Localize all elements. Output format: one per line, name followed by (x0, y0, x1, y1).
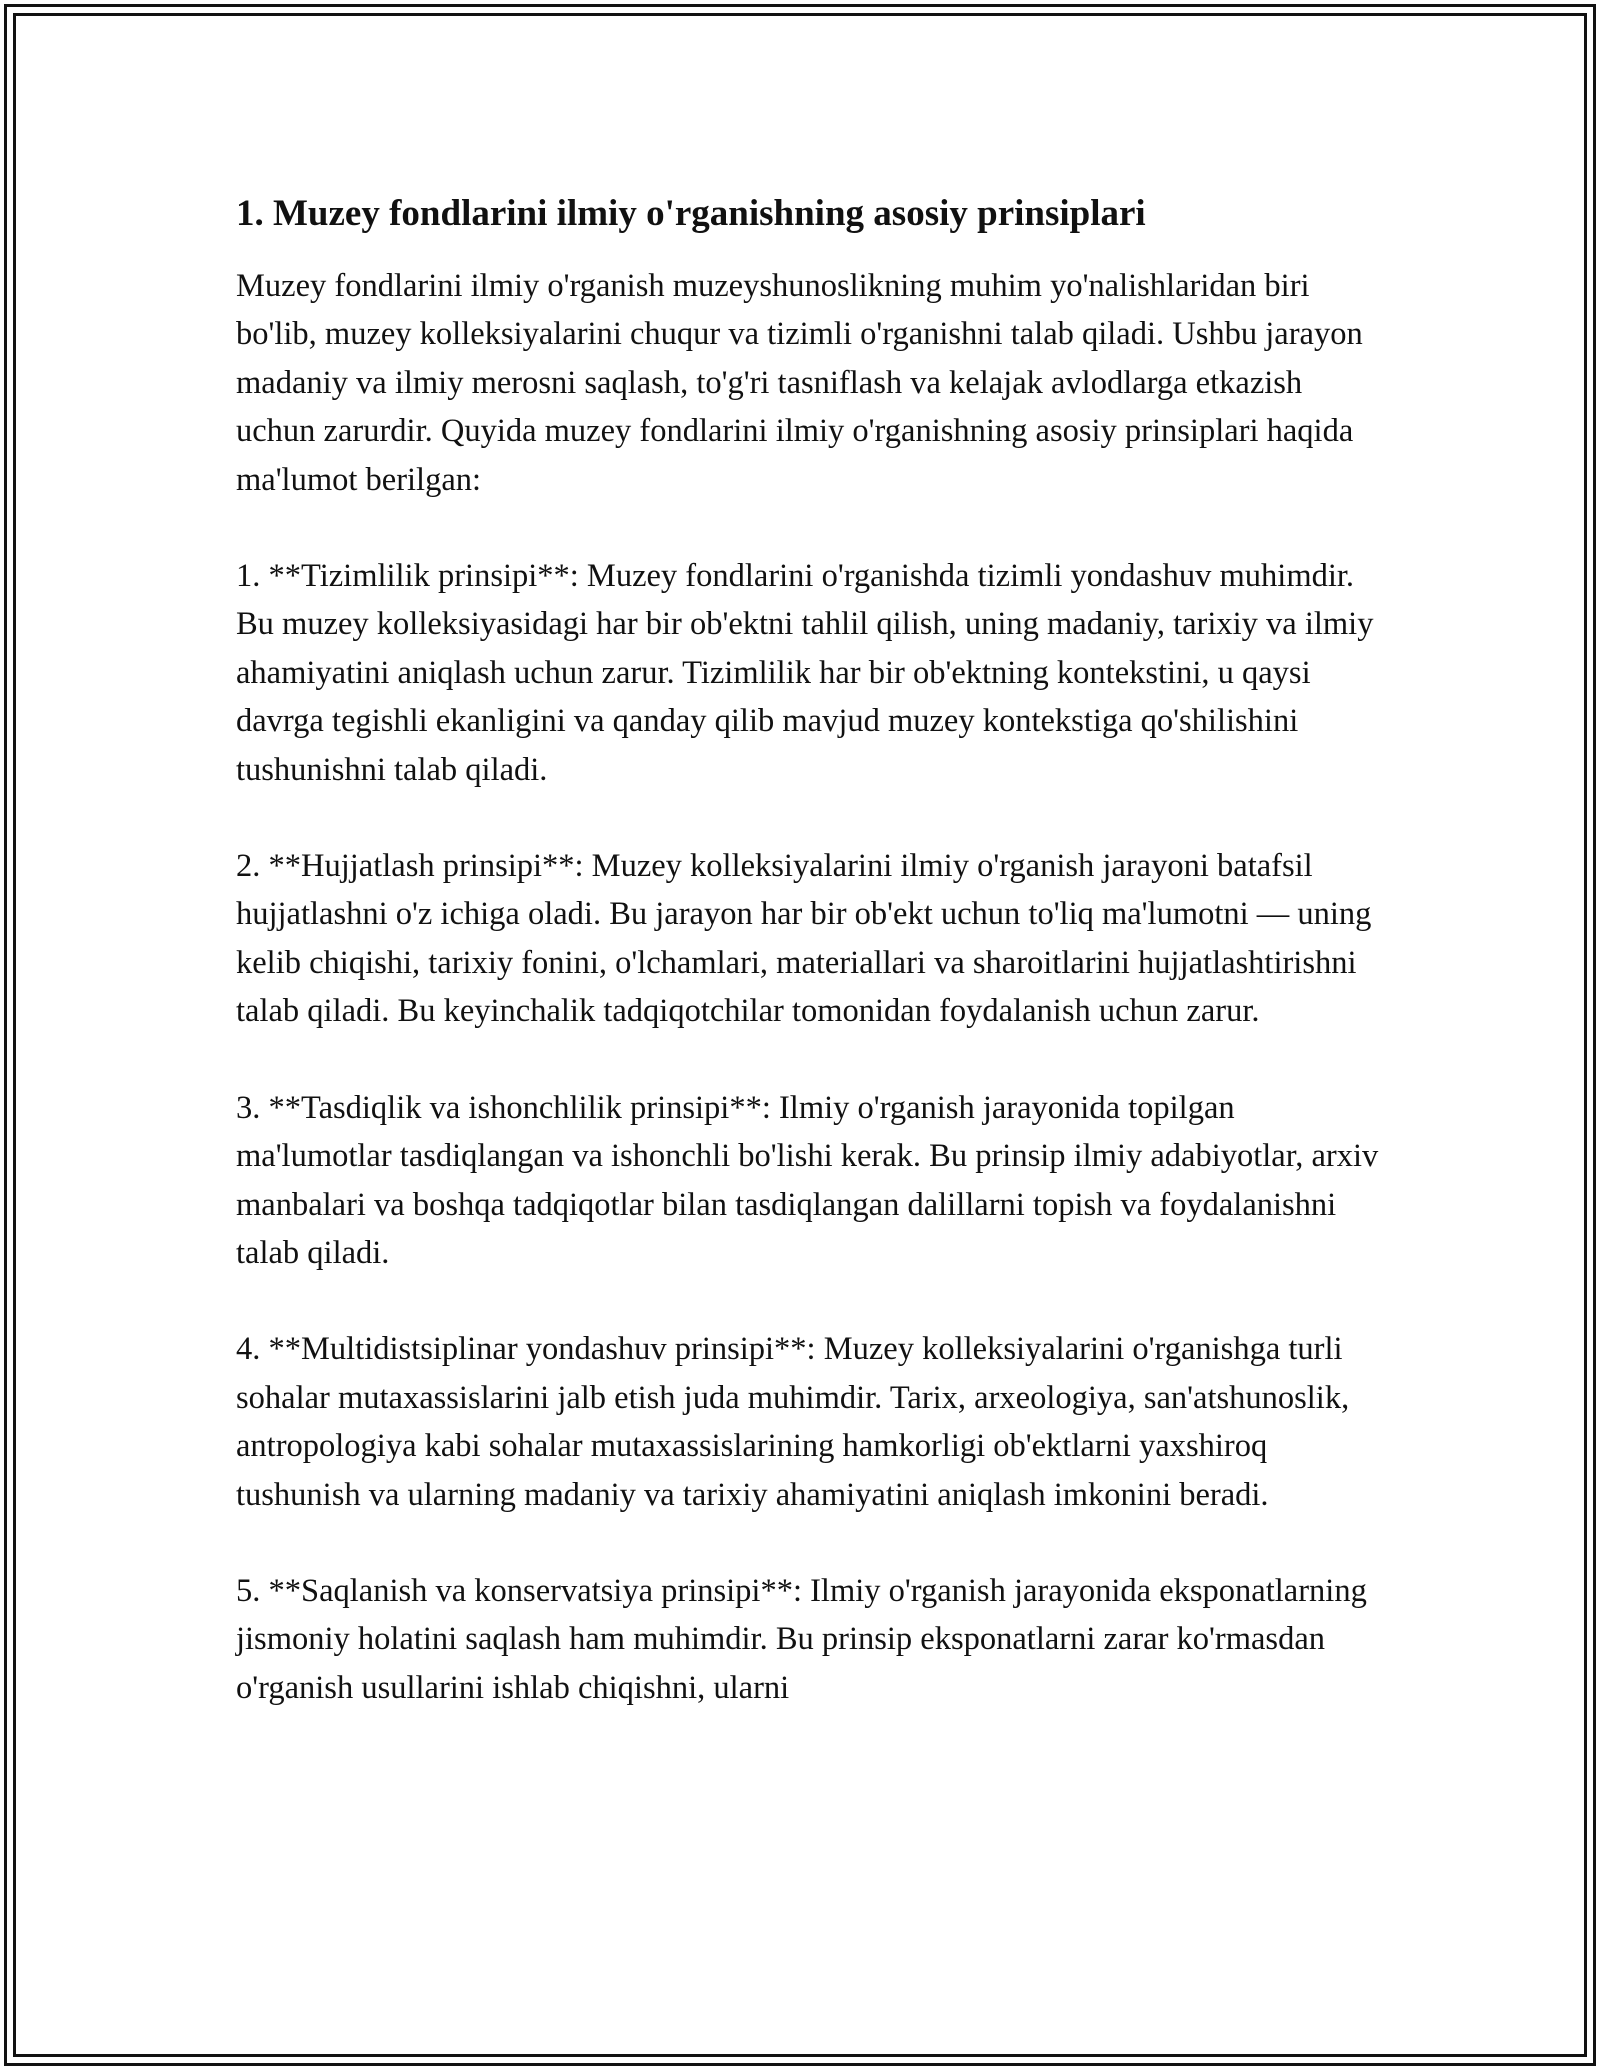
principle-documentation-paragraph: 2. **Hujjatlash prinsipi**: Muzey kolleksiyalarini ilmiy o'rganish jarayoni batafsil hujjatlashni o'z ichiga oladi. Bu jarayon har bir ob'ekt uchun to'liq ma'lumotni — uning kelib chiqishi, tarixiy fonini, o'lchamlari, materiallari va sharoitlarini hujjatlashtirishni talab qiladi. Bu keyinchalik tadqiqotchilar tomonidan foydalanish uchun zarur. (236, 848, 1372, 1030)
principle-verification-paragraph: 3. **Tasdiqlik va ishonchlilik prinsipi**: Ilmiy o'rganish jarayonida topilgan ma'lumotlar tasdiqlangan va ishonchli bo'lishi kerak. Bu prinsip ilmiy adabiyotlar, arxiv manbalari va boshqa tadqiqotlar bilan tasdiqlangan dalillarni topish va foydalanishni talab qiladi. (236, 1089, 1379, 1271)
document-body (236, 186, 1386, 1760)
section-heading: 1. Muzey fondlarini ilmiy o'rganishning asosiy prinsiplari (236, 193, 1146, 234)
principle-conservation-paragraph: 5. **Saqlanish va konservatsiya prinsipi**: Ilmiy o'rganish jarayonida eksponatlarning jismoniy holatini saqlash ham muhimdir. Bu prinsip eksponatlarni zarar ko'rmasdan o'rganish usullarini ishlab chiqishni, ularni (236, 1572, 1367, 1706)
principle-systematic-paragraph: 1. **Tizimlilik prinsipi**: Muzey fondlarini o'rganishda tizimli yondashuv muhimdir. Bu muzey kolleksiyasidagi har bir ob'ektni tahlil qilish, uning madaniy, tarixiy va ilmiy ahamiyatini aniqlash uchun zarur. Tizimlilik har bir ob'ektning kontekstini, u qaysi davrga tegishli ekanligini va qanday qilib mavjud muzey kontekstiga qo'shilishini tushunishni talab qiladi. (236, 558, 1374, 788)
intro-paragraph: Muzey fondlarini ilmiy o'rganish muzeyshunoslikning muhim yo'nalishlaridan biri bo'lib, muzey kolleksiyalarini chuqur va tizimli o'rganishni talab qiladi. Ushbu jarayon madaniy va ilmiy merosni saqlash, to'g'ri tasniflash va kelajak avlodlarga etkazish uchun zarurdir. Quyida muzey fondlarini ilmiy o'rganishning asosiy prinsiplari haqida ma'lumot berilgan: (236, 268, 1363, 498)
principle-multidisciplinary-paragraph: 4. **Multidistsiplinar yondashuv prinsipi**: Muzey kolleksiyalarini o'rganishga turli sohalar mutaxassislarini jalb etish juda muhimdir. Tarix, arxeologiya, san'atshunoslik, antropologiya kabi sohalar mutaxassislarining hamkorligi ob'ektlarni yaxshiroq tushunish va ularning madaniy va tarixiy ahamiyatini aniqlash imkonini beradi. (236, 1331, 1350, 1513)
